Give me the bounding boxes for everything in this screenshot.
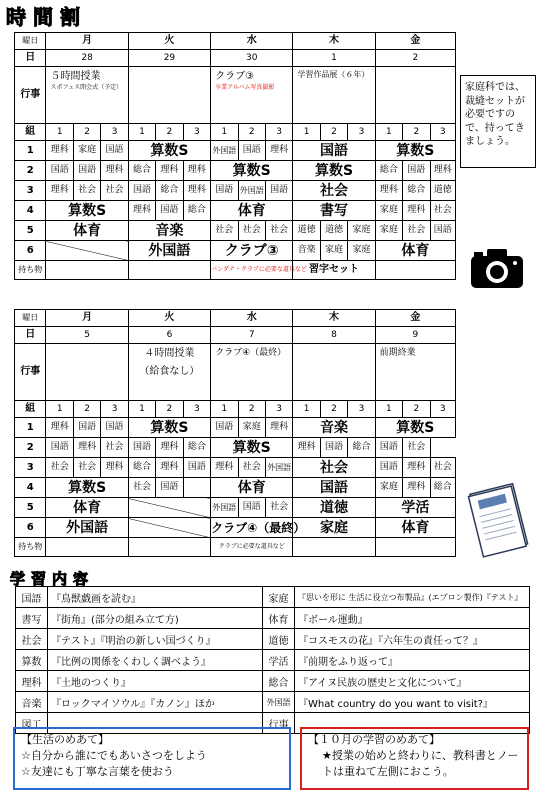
class-num: 1 [211,124,238,141]
date-cell: 7 [211,327,293,344]
subject-content: 『思いを形に 生活に役立つ布製品』(エプロン製作)『テスト』 [295,587,530,608]
date-cell: 29 [128,50,210,67]
subject-cell: 国語 [375,438,402,458]
subject-cell: 道徳 [293,498,375,518]
week1-timetable [14,32,456,280]
subject-cell: 社会 [73,458,100,478]
subject-cell: 国語 [238,141,265,161]
date-cell: 5 [46,327,128,344]
learning-content-table [15,586,530,734]
subject-cell: 理科 [265,141,292,161]
day-header: 曜日 [15,310,46,327]
subject-cell: 理科 [183,161,210,181]
date-cell: 8 [293,327,375,344]
subject-cell: 書写 [293,201,375,221]
subject-cell: 総合 [128,458,155,478]
subject-cell: 外国語 [128,241,210,261]
section-title-char: 習 [31,569,47,588]
subject-cell: 総合 [375,161,402,181]
class-num: 1 [293,401,320,418]
section-title-char: 内 [52,569,68,588]
motimono-cell [46,538,128,557]
class-num: 3 [430,401,455,418]
empty-cell [128,498,210,518]
subject-cell: 総合 [183,438,210,458]
subject-cell: 総合 [430,478,455,498]
subject-content: 『前期をふり返って』 [295,650,530,671]
subject-label: 音楽 [16,692,48,713]
subject-label: 外国語 [263,692,295,713]
class-num: 2 [320,401,347,418]
subject-cell: 社会 [238,221,265,241]
study-goals-box [300,727,529,790]
subject-cell: 体育 [211,478,293,498]
class-num: 1 [211,401,238,418]
subject-cell: 総合 [348,438,375,458]
subject-cell: 道徳 [293,221,320,241]
event-subtext: （給食なし） [139,365,200,377]
subject-cell: 国語 [128,181,155,201]
class-num: 2 [320,124,347,141]
subject-cell: 体育 [46,221,128,241]
subject-label: 学活 [263,650,295,671]
subject-label: 社会 [16,629,48,650]
day-tue: 火 [128,33,210,50]
subject-cell: 社会 [293,181,375,201]
day-header: 曜日 [15,33,46,50]
class-num: 2 [73,401,100,418]
date-cell: 2 [375,50,455,67]
section-title-char: 学 [10,569,26,588]
class-num: 3 [348,124,375,141]
subject-cell: 国語 [183,458,210,478]
subject-cell: 外国語 [238,181,265,201]
motimono-cell [128,261,210,280]
subject-content: 『比例の関係をくわしく調べよう』 [48,650,263,671]
event-header: 行事 [15,67,46,124]
subject-cell: 家庭 [375,478,402,498]
event-text: 学習作品展（６年） [297,70,370,79]
subject-cell: 理科 [403,478,430,498]
class-num: 1 [46,124,73,141]
motimono-cell [293,538,375,557]
subject-label: 総合 [263,671,295,692]
class-num: 2 [73,124,100,141]
subject-cell: 国語 [73,418,100,438]
subject-cell: 理科 [156,438,183,458]
event-text: ５時間授業 [50,71,101,82]
subject-label: 道徳 [263,629,295,650]
day-thu: 木 [293,310,375,327]
subject-cell: 社会 [430,201,455,221]
class-num: 1 [128,401,155,418]
subject-cell: 算数S [211,438,293,458]
subject-cell: 理科 [293,438,320,458]
event-cell [46,344,128,401]
subject-cell: 体育 [375,241,455,261]
event-cell [128,344,210,401]
study-goal-text: ★授業の始めと終わりに、教科書とノートは重ねて左側におこう。 [322,748,519,778]
subject-cell: 学活 [375,498,455,518]
period-num: 5 [15,221,46,241]
event-header: 行事 [15,344,46,401]
class-num: 2 [403,124,430,141]
event-cell [375,67,455,124]
subject-content: 『ボール運動』 [295,608,530,629]
subject-cell: 国語 [430,221,455,241]
event-text: ４時間授業 [144,348,195,359]
subject-cell: 国語 [101,418,128,438]
date-header: 日 [15,327,46,344]
subject-cell: 外国語 [211,498,238,518]
class-num: 3 [265,401,292,418]
period-num: 3 [15,181,46,201]
subject-label: 図工 [16,713,48,734]
subject-content: 『What country do you want to visit?』 [295,692,530,713]
subject-cell: 社会 [403,221,430,241]
subject-content: 『鳥獣戯画を読む』 [48,587,263,608]
subject-cell: 社会 [293,458,375,478]
date-cell: 6 [128,327,210,344]
class-num: 2 [238,401,265,418]
period-num: 5 [15,498,46,518]
subject-cell: 総合 [128,161,155,181]
subject-cell: 社会 [265,221,292,241]
subject-cell: 国語 [293,141,375,161]
date-header: 日 [15,50,46,67]
subject-cell: 家庭 [375,201,402,221]
date-cell: 9 [375,327,455,344]
class-num: 3 [183,124,210,141]
subject-cell: 国語 [101,141,128,161]
day-tue: 火 [128,310,210,327]
subject-cell: 算数S [46,478,128,498]
class-num: 3 [430,124,455,141]
section-title-char: 容 [73,569,89,588]
subject-cell: クラブ③ [211,241,293,261]
subject-cell: 国語 [403,161,430,181]
subject-label: 国語 [16,587,48,608]
subject-cell: 体育 [211,201,293,221]
subject-cell: 音楽 [293,418,375,438]
life-goals-box [13,727,291,790]
class-num: 3 [348,401,375,418]
event-cell [211,67,293,124]
motimono-header: 持ち物 [15,538,46,557]
subject-cell: 国語 [156,201,183,221]
subject-label: 家庭 [263,587,295,608]
subject-cell: 算数S [293,161,375,181]
subject-cell: 社会 [46,458,73,478]
period-num: 4 [15,478,46,498]
subject-content: 『ロックマイソウル』『カノン』ほか [48,692,263,713]
subject-cell: 外国語 [265,458,292,478]
subject-cell: 総合 [156,181,183,201]
subject-cell: 家庭 [348,221,375,241]
event-cell [375,344,455,401]
learning-section-title [10,569,180,587]
class-num: 3 [183,401,210,418]
subject-cell: 国語 [265,181,292,201]
class-num: 1 [46,401,73,418]
subject-cell: 社会 [430,458,455,478]
motimono-cell [46,261,128,280]
class-num: 1 [128,124,155,141]
subject-cell: クラブ④（最終） [211,518,293,538]
period-num: 2 [15,438,46,458]
day-wed: 水 [211,310,293,327]
subject-cell: 家庭 [348,241,375,261]
period-num: 1 [15,141,46,161]
subject-content: 『土地のつくり』 [48,671,263,692]
subject-cell: 道徳 [320,221,347,241]
subject-cell: 理科 [101,161,128,181]
subject-cell: 社会 [128,478,155,498]
subject-cell: 音楽 [293,241,320,261]
day-fri: 金 [375,33,455,50]
class-num: 2 [403,401,430,418]
subject-cell: 社会 [403,438,430,458]
subject-cell: 国語 [238,498,265,518]
motimono-cell [375,261,455,280]
subject-cell: 算数S [375,141,455,161]
subject-cell: 理科 [73,438,100,458]
kumi-header: 組 [15,124,46,141]
period-num: 6 [15,518,46,538]
day-wed: 水 [211,33,293,50]
date-cell: 1 [293,50,375,67]
subject-cell: 国語 [73,161,100,181]
subject-content: 『テスト』『明治の新しい国づくり』 [48,629,263,650]
subject-cell: 算数S [375,418,455,438]
period-num: 4 [15,201,46,221]
subject-cell: 国語 [211,418,238,438]
subject-cell: 外国語 [46,518,128,538]
subject-label: 書写 [16,608,48,629]
textbook-icon [465,480,533,560]
subject-cell: 社会 [211,221,238,241]
subject-label: 行事 [263,713,295,734]
camera-icon [467,244,527,292]
empty-cell [128,518,210,538]
subject-cell: 国語 [128,438,155,458]
subject-cell: 理科 [403,201,430,221]
event-cell [128,67,210,124]
subject-cell: 国語 [211,181,238,201]
subject-cell: 理科 [265,418,292,438]
date-cell: 28 [46,50,128,67]
subject-cell: 国語 [156,478,183,498]
subject-cell: 音楽 [128,221,210,241]
event-text: クラブ③ [215,71,255,82]
day-thu: 木 [293,33,375,50]
event-subtext: 卒業アルバム写真撮影 [215,83,275,91]
subject-label: 理科 [16,671,48,692]
subject-cell: 道徳 [430,181,455,201]
motimono-cell: クラブに必要な道具など [211,538,293,557]
class-num: 2 [156,401,183,418]
subject-cell: 社会 [101,181,128,201]
subject-cell: 社会 [73,181,100,201]
subject-cell: 国語 [320,438,347,458]
day-mon: 月 [46,310,128,327]
class-num: 1 [375,401,402,418]
event-cell [293,67,375,124]
life-goal-item: ☆友達にも丁寧な言葉を使おう [21,764,174,778]
subject-cell: 理科 [101,458,128,478]
subject-cell: 総合 [403,181,430,201]
subject-cell: 社会 [101,438,128,458]
subject-cell: 国語 [46,438,73,458]
period-num: 2 [15,161,46,181]
day-fri: 金 [375,310,455,327]
period-num: 6 [15,241,46,261]
event-cell [46,67,128,124]
event-text: クラブ④（最終） [215,348,287,358]
subject-cell: 理科 [430,161,455,181]
subject-cell: 理科 [46,181,73,201]
subject-label: 体育 [263,608,295,629]
subject-cell: 理科 [156,161,183,181]
subject-cell: 理科 [128,201,155,221]
subject-cell: 理科 [211,458,238,478]
subject-cell: 体育 [375,518,455,538]
subject-cell: 算数S [128,418,210,438]
motimono-cell: バンダナ・クラブに必要な道具など [211,261,293,280]
subject-cell: 算数S [46,201,128,221]
subject-cell: 社会 [238,458,265,478]
empty-cell [183,478,210,498]
page-title [4,3,204,27]
class-num: 1 [375,124,402,141]
class-num: 3 [265,124,292,141]
event-cell [211,344,293,401]
date-cell: 30 [211,50,293,67]
subject-cell: 体育 [46,498,128,518]
class-num: 1 [293,124,320,141]
subject-cell: 理科 [375,181,402,201]
note-box: 家庭科では、裁縫セットが必要ですので、持ってきましょう。 [460,75,536,168]
subject-cell: 家庭 [375,221,402,241]
class-num: 3 [101,124,128,141]
subject-cell: 理科 [156,458,183,478]
motimono-cell: 習字セット [293,261,375,280]
subject-cell: 家庭 [73,141,100,161]
subject-cell: 国語 [293,478,375,498]
subject-cell: 社会 [265,498,292,518]
empty-cell [46,241,128,261]
study-goals-title: 【１０月の学習のめあて】 [308,733,440,746]
subject-cell: 国語 [46,161,73,181]
subject-cell: 算数S [211,161,293,181]
subject-cell: 国語 [375,458,402,478]
class-num: 2 [156,124,183,141]
subject-cell: 外国語 [211,141,238,161]
day-mon: 月 [46,33,128,50]
period-num: 3 [15,458,46,478]
subject-cell: 家庭 [293,518,375,538]
subject-content: 『アイヌ民族の歴史と文化について』 [295,671,530,692]
kumi-header: 組 [15,401,46,418]
subject-cell: 家庭 [238,418,265,438]
class-num: 2 [238,124,265,141]
subject-cell: 算数S [128,141,210,161]
subject-cell: 理科 [183,181,210,201]
subject-content: 『街角』(部分の組み立て方) [48,608,263,629]
motimono-cell [128,538,210,557]
event-subtext: スポフェス閉会式（予定） [50,83,123,91]
class-num: 3 [101,401,128,418]
event-cell [293,344,375,401]
title-char: 間 [31,1,56,30]
life-goal-item: ☆自分から誰にでもあいさつをしよう [21,748,207,762]
event-text: 前期終業 [379,348,416,358]
title-char: 割 [58,1,83,30]
motimono-cell [375,538,455,557]
subject-cell: 総合 [183,201,210,221]
title-char: 時 [4,1,29,30]
week2-timetable [14,309,456,557]
period-num: 1 [15,418,46,438]
motimono-header: 持ち物 [15,261,46,280]
subject-cell: 理科 [46,418,73,438]
life-goals-title: 【生活のめあて】 [21,733,109,746]
subject-cell: 理科 [403,458,430,478]
subject-cell: 理科 [46,141,73,161]
subject-content: 『コスモスの花』『六年生の責任って？』 [295,629,530,650]
subject-cell: 家庭 [320,241,347,261]
subject-label: 算数 [16,650,48,671]
